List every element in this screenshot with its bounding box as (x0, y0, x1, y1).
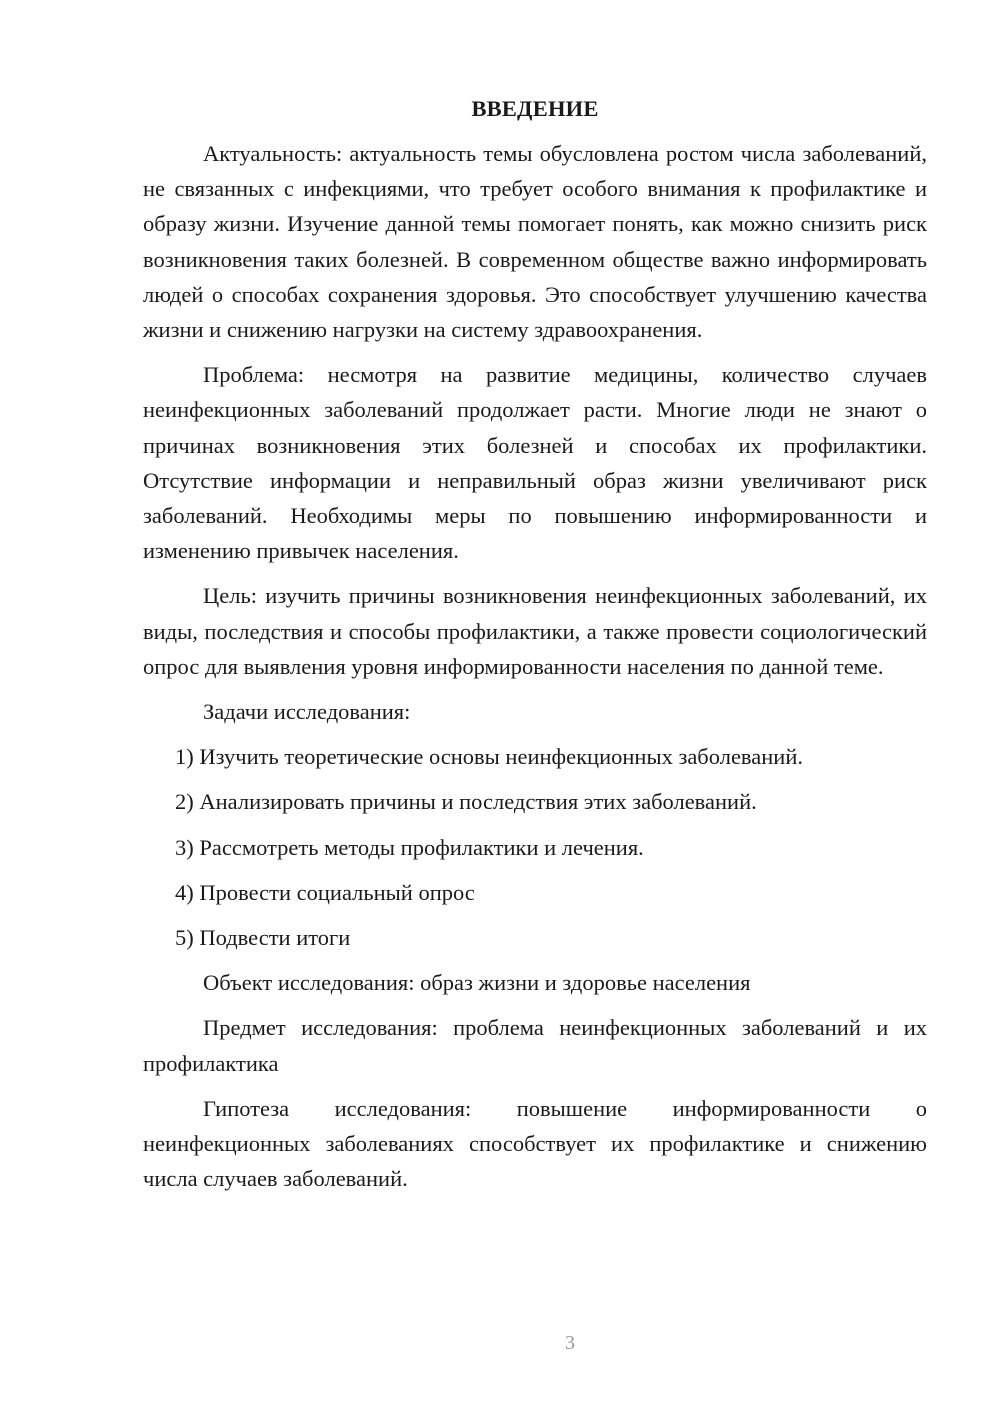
list-item: 4) Провести социальный опрос (175, 879, 475, 905)
list-item: 2) Анализировать причины и последствия этих заболеваний. (175, 789, 757, 815)
tasks-heading: Задачи исследования: (203, 699, 411, 725)
paragraph-goal: Цель: изучить причины возникновения неинфекционных заболеваний, их виды, последствия и способы профилактики, а также провести социологический опрос для выявления уровня информированности населения по данной теме. (143, 583, 927, 679)
paragraph-object: Объект исследования: образ жизни и здоровье населения (203, 970, 751, 996)
paragraph-subject: Предмет исследования: проблема неинфекционных заболеваний и их профилактика (143, 1015, 927, 1076)
page-number: 3 (565, 1332, 575, 1354)
paragraph-problem: Проблема: несмотря на развитие медицины, количество случаев неинфекционных заболеваний продолжает расти. Многие люди не знают о причинах возникновения этих болезней и способах их профилактики. Отсутствие информации и неправильный образ жизни увеличивают риск заболеваний. Необходимы меры по повышению информированности и изменению привычек населения. (143, 362, 927, 564)
page-content (143, 92, 927, 1206)
list-item: 5) Подвести итоги (175, 925, 351, 951)
list-item: 1) Изучить теоретические основы неинфекционных заболеваний. (175, 744, 803, 770)
tasks-list (143, 739, 927, 955)
paragraph-hypothesis: Гипотеза исследования: повышение информированности о неинфекционных заболеваниях способствует их профилактике и снижению числа случаев заболеваний. (143, 1095, 927, 1192)
paragraph-relevance: Актуальность: актуальность темы обусловлена ростом числа заболеваний, не связанных с инфекциями, что требует особого внимания к профилактике и образу жизни. Изучение данной темы помогает понять, как можно снизить риск возникновения таких болезней. В современном обществе важно информировать людей о способах сохранения здоровья. Это способствует улучшению качества жизни и снижению нагрузки на систему здравоохранения. (143, 141, 927, 343)
list-item: 3) Рассмотреть методы профилактики и лечения. (175, 834, 644, 860)
page-title: ВВЕДЕНИЕ (471, 96, 599, 121)
